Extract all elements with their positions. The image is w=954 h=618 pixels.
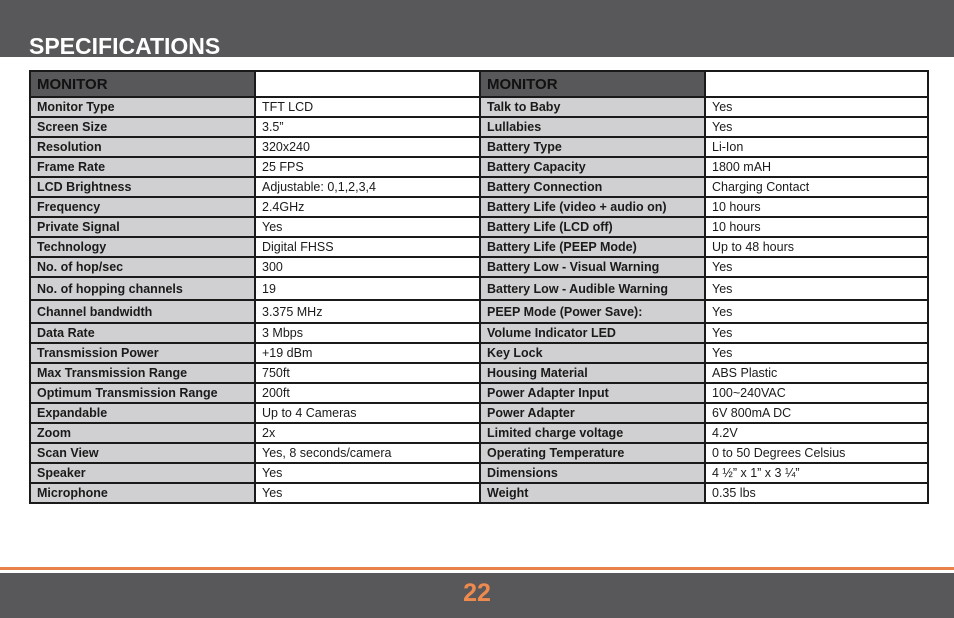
spec-label-left: Zoom xyxy=(30,423,255,443)
spec-label-left: Microphone xyxy=(30,483,255,503)
spec-value-left: Yes, 8 seconds/camera xyxy=(255,443,480,463)
spec-value-left: Digital FHSS xyxy=(255,237,480,257)
spec-label-right: Battery Life (PEEP Mode) xyxy=(480,237,705,257)
table-row xyxy=(30,237,928,257)
spec-label-left: Max Transmission Range xyxy=(30,363,255,383)
spec-label-right: Battery Low - Visual Warning xyxy=(480,257,705,277)
table-row xyxy=(30,217,928,237)
spec-label-left: Data Rate xyxy=(30,323,255,343)
spec-label-left: Scan View xyxy=(30,443,255,463)
spec-label-right: Battery Connection xyxy=(480,177,705,197)
specifications-table xyxy=(29,70,929,504)
table-row xyxy=(30,300,928,323)
spec-value-left: 3.5” xyxy=(255,117,480,137)
spec-label-left: Expandable xyxy=(30,403,255,423)
table-header-row xyxy=(30,71,928,97)
page-footer xyxy=(0,573,954,618)
table-row xyxy=(30,97,928,117)
spec-value-left: 300 xyxy=(255,257,480,277)
spec-label-right: Housing Material xyxy=(480,363,705,383)
spec-value-right: Yes xyxy=(705,323,928,343)
spec-label-right: Battery Type xyxy=(480,137,705,157)
table-row xyxy=(30,177,928,197)
spec-label-right: Volume Indicator LED xyxy=(480,323,705,343)
spec-value-right: Charging Contact xyxy=(705,177,928,197)
table-row xyxy=(30,117,928,137)
spec-label-left: Screen Size xyxy=(30,117,255,137)
spec-label-left: Channel bandwidth xyxy=(30,300,255,323)
spec-label-left: No. of hopping channels xyxy=(30,277,255,300)
spec-label-right: Weight xyxy=(480,483,705,503)
table-row xyxy=(30,483,928,503)
spec-value-right: 0 to 50 Degrees Celsius xyxy=(705,443,928,463)
spec-value-right: Yes xyxy=(705,277,928,300)
spec-value-left: Yes xyxy=(255,463,480,483)
table-row xyxy=(30,277,928,300)
column-header-monitor-right: MONITOR xyxy=(480,71,705,97)
spec-label-right: Battery Capacity xyxy=(480,157,705,177)
footer-accent-line xyxy=(0,567,954,570)
column-header-blank-left xyxy=(255,71,480,97)
spec-value-right: Up to 48 hours xyxy=(705,237,928,257)
spec-value-left: 3 Mbps xyxy=(255,323,480,343)
table-row xyxy=(30,323,928,343)
spec-label-left: No. of hop/sec xyxy=(30,257,255,277)
spec-label-left: LCD Brightness xyxy=(30,177,255,197)
spec-value-left: 19 xyxy=(255,277,480,300)
table-row xyxy=(30,463,928,483)
spec-value-left: TFT LCD xyxy=(255,97,480,117)
spec-value-right: 100~240VAC xyxy=(705,383,928,403)
spec-value-right: 10 hours xyxy=(705,217,928,237)
table-row xyxy=(30,257,928,277)
column-header-monitor-left: MONITOR xyxy=(30,71,255,97)
spec-label-right: Limited charge voltage xyxy=(480,423,705,443)
spec-value-right: Yes xyxy=(705,343,928,363)
page-number: 22 xyxy=(463,579,491,607)
page-header xyxy=(0,0,954,57)
spec-value-right: 4 ½” x 1” x 3 ¼” xyxy=(705,463,928,483)
spec-value-left: 3.375 MHz xyxy=(255,300,480,323)
spec-label-right: Power Adapter xyxy=(480,403,705,423)
spec-value-right: 10 hours xyxy=(705,197,928,217)
spec-label-left: Private Signal xyxy=(30,217,255,237)
spec-label-left: Technology xyxy=(30,237,255,257)
spec-label-right: Operating Temperature xyxy=(480,443,705,463)
spec-label-left: Resolution xyxy=(30,137,255,157)
spec-label-right: Lullabies xyxy=(480,117,705,137)
table-row xyxy=(30,137,928,157)
spec-label-right: Battery Life (LCD off) xyxy=(480,217,705,237)
spec-value-left: Up to 4 Cameras xyxy=(255,403,480,423)
spec-value-left: 200ft xyxy=(255,383,480,403)
spec-value-right: ABS Plastic xyxy=(705,363,928,383)
table-row xyxy=(30,197,928,217)
spec-value-left: Yes xyxy=(255,217,480,237)
spec-value-right: Yes xyxy=(705,97,928,117)
table-row xyxy=(30,157,928,177)
spec-label-left: Frame Rate xyxy=(30,157,255,177)
column-header-blank-right xyxy=(705,71,928,97)
spec-label-right: PEEP Mode (Power Save): xyxy=(480,300,705,323)
spec-label-left: Monitor Type xyxy=(30,97,255,117)
spec-value-right: Yes xyxy=(705,257,928,277)
spec-value-left: 320x240 xyxy=(255,137,480,157)
page-title: SPECIFICATIONS xyxy=(29,33,221,59)
spec-label-right: Battery Low - Audible Warning xyxy=(480,277,705,300)
spec-value-left: 750ft xyxy=(255,363,480,383)
spec-label-left: Optimum Transmission Range xyxy=(30,383,255,403)
spec-label-right: Power Adapter Input xyxy=(480,383,705,403)
spec-value-left: Adjustable: 0,1,2,3,4 xyxy=(255,177,480,197)
spec-label-right: Talk to Baby xyxy=(480,97,705,117)
spec-value-left: 2x xyxy=(255,423,480,443)
spec-value-right: 6V 800mA DC xyxy=(705,403,928,423)
spec-value-left: 2.4GHz xyxy=(255,197,480,217)
spec-value-right: 1800 mAH xyxy=(705,157,928,177)
spec-value-right: Yes xyxy=(705,117,928,137)
spec-value-right: 0.35 lbs xyxy=(705,483,928,503)
table-row xyxy=(30,343,928,363)
spec-label-left: Transmission Power xyxy=(30,343,255,363)
spec-value-left: +19 dBm xyxy=(255,343,480,363)
spec-value-left: Yes xyxy=(255,483,480,503)
spec-value-right: Li-Ion xyxy=(705,137,928,157)
spec-value-right: Yes xyxy=(705,300,928,323)
table-row xyxy=(30,383,928,403)
spec-label-right: Battery Life (video + audio on) xyxy=(480,197,705,217)
spec-value-right: 4.2V xyxy=(705,423,928,443)
spec-value-left: 25 FPS xyxy=(255,157,480,177)
table-row xyxy=(30,403,928,423)
spec-label-left: Speaker xyxy=(30,463,255,483)
spec-label-right: Dimensions xyxy=(480,463,705,483)
table-row xyxy=(30,443,928,463)
table-row xyxy=(30,423,928,443)
spec-label-right: Key Lock xyxy=(480,343,705,363)
spec-label-left: Frequency xyxy=(30,197,255,217)
table-row xyxy=(30,363,928,383)
